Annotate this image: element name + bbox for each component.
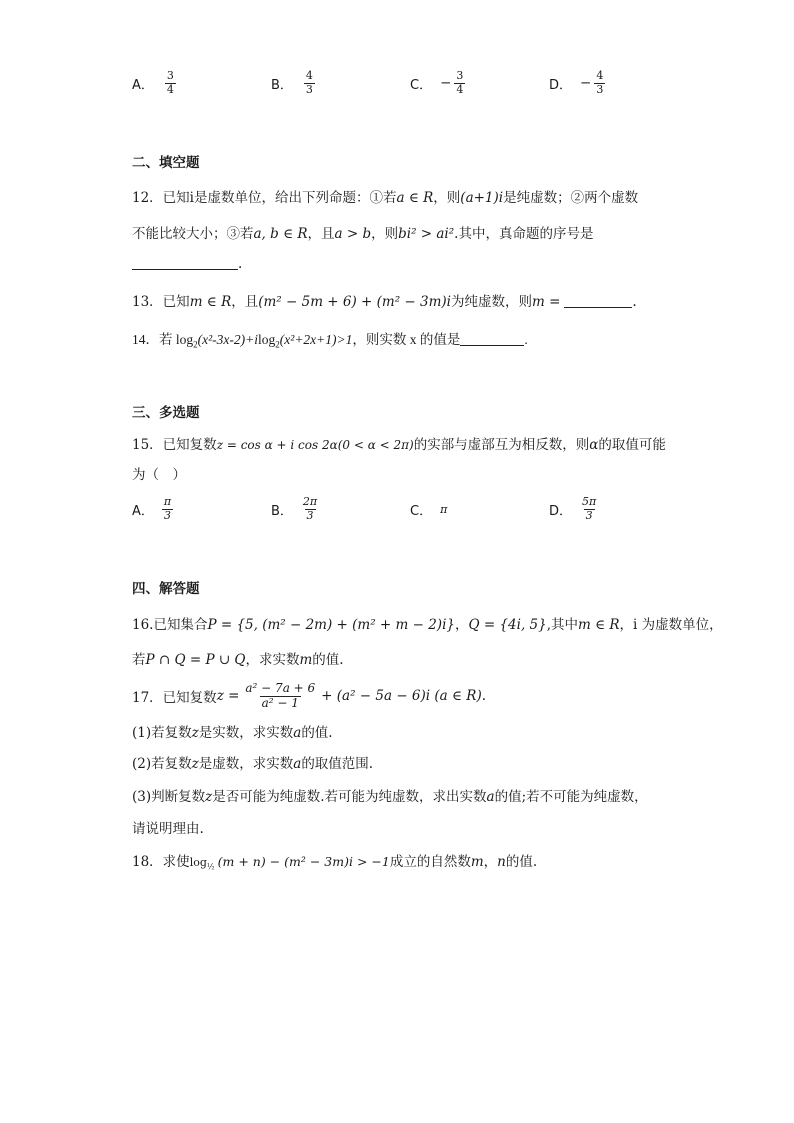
text: . [481,688,487,704]
q15-line-2 [132,463,186,483]
answer-blank[interactable] [132,257,238,270]
q11-option-c[interactable] [410,62,465,104]
option-text: π [440,502,448,516]
text: 成立的自然数 [389,854,471,870]
text: .其中，真命题的序号是 [454,226,594,242]
section-heading-free-response: 四、解答题 [132,581,200,597]
option-sign: − [440,75,452,91]
text: 的值. [301,725,333,741]
math: a ∈ R [396,190,434,206]
q14-line [132,328,528,350]
text: . [632,294,637,310]
math: z [205,789,213,805]
text: 的值. [505,854,538,870]
math: bi² > ai² [398,226,455,242]
text: 16.已知集合 [132,617,208,633]
q15-option-a[interactable] [132,488,173,530]
math: (m² − 5m + 6) + (m² − 3m)i [258,294,451,310]
option-sign: − [580,75,592,91]
text: 17．已知复数 [132,690,217,706]
math: (m + n) − (m² − 3m)i > −1 [217,854,390,869]
text: 为纯虚数，则 [451,294,532,310]
q12-line-2 [132,222,593,242]
q15-options [132,488,692,530]
math: m = [532,294,561,310]
option-label: C． [410,77,433,93]
option-fraction [594,70,605,95]
text: ， [454,617,469,633]
numerator: π [163,495,172,509]
q15-line-1 [132,433,666,453]
denominator: 4 [456,82,464,96]
text: 12．已知i是虚数单位，给出下列命题：①若 [132,190,397,206]
text: 是纯虚数；②两个虚数 [503,190,639,206]
math: (x²-3x-2)+i [197,332,259,347]
option-fraction [165,70,176,95]
math: a [293,756,302,772]
q15-option-b[interactable] [271,488,319,530]
text: 的值;若不可能为纯虚数， [494,789,648,805]
answer-blank[interactable] [460,333,524,346]
q17-sub-1 [132,721,333,741]
q17-sub-2 [132,752,373,772]
option-fraction [162,496,173,521]
option-label: A． [132,503,154,519]
text: log [258,332,276,347]
text: . [238,256,243,272]
text: 是实数，求实数 [198,725,294,741]
q12-answer-blank-line [132,256,242,272]
option-fraction [304,70,315,95]
q12-line-1 [132,186,638,206]
q17-line [132,676,486,716]
math: log [189,856,207,869]
numerator: 4 [305,69,313,83]
denominator: 4 [166,82,174,96]
q11-option-b[interactable] [271,62,315,104]
text: 为（ ） [132,467,186,483]
fraction [243,682,317,709]
text: 14．若 log [132,332,194,347]
math: α [589,437,599,453]
q15-option-c[interactable] [410,488,447,530]
text: 的取值范围. [301,756,374,772]
text: 15．已知复数 [132,437,217,453]
text: 是否可能为纯虚数.若可能为纯虚数，求出实数 [212,789,487,805]
math: z = cos α + i cos 2α(0 < α < 2π) [216,438,414,452]
denominator: 3 [596,82,604,96]
math: z = [216,688,240,704]
text: 不能比较大小；③若 [132,226,254,242]
q18-line [132,850,537,872]
math: z [191,725,199,741]
math: (a+1)i [460,190,504,206]
math: P ∩ Q = P ∪ Q [145,652,246,668]
option-label: A． [132,77,154,93]
option-label: D． [549,503,573,519]
math: z [191,756,199,772]
text: ，求实数 [245,652,300,668]
section-heading-fill-in: 二、填空题 [132,155,200,171]
math: P = {5, (m² − 2m) + (m² + m − 2)i} [207,617,455,633]
math: m ∈ R [578,617,620,633]
text: ,其中 [546,617,578,633]
text: ，则 [371,226,399,242]
section-heading-multiple-choice: 三、多选题 [132,405,200,421]
option-label: C． [410,503,433,519]
text: 18．求使 [132,854,190,870]
q17-sub-3-cont [132,817,204,837]
math: a [486,789,495,805]
denominator: 3 [585,508,593,522]
q17-sub-3 [132,785,648,805]
text: 是虚数，求实数 [198,756,294,772]
math: m [299,652,313,668]
math: m [470,854,484,870]
option-fraction [301,496,319,521]
option-label: B． [271,77,293,93]
subscript: ½ [206,862,215,872]
text: 的实部与虚部互为相反数，则 [413,437,590,453]
q11-option-d[interactable] [549,62,605,104]
math: (x²+2x+1)>1 [279,332,353,347]
text: 若 [132,652,146,668]
text: (3)判断复数 [132,789,206,805]
math: a, b ∈ R [253,226,308,242]
option-fraction [454,70,465,95]
numerator: 3 [456,69,464,83]
numerator: 4 [596,69,604,83]
text: ， [483,854,498,870]
numerator: 2π [302,495,318,509]
option-fraction [580,496,598,521]
denominator: 3 [164,508,172,522]
text: 的值. [312,652,344,668]
q16-line-2 [132,648,344,668]
option-label: D． [549,77,573,93]
numerator: 5π [582,495,597,509]
text: (2)若复数 [132,756,192,772]
text: 的取值可能 [598,437,666,453]
q11-option-a[interactable] [132,62,176,104]
denominator: 3 [305,82,313,96]
subscript: 2 [193,339,198,350]
text: (1)若复数 [132,725,192,741]
text: ，且 [307,226,335,242]
q11-options [132,62,692,104]
text: ，且 [231,294,259,310]
q16-line-1 [132,613,723,633]
text: ，则 [433,190,461,206]
math: n [497,854,506,870]
text: . [524,332,528,347]
math: Q = {4i, 5} [468,617,547,633]
subscript: 2 [275,339,280,350]
text: ，则实数 x 的值是 [352,332,461,347]
q15-option-d[interactable] [549,488,598,530]
math: + (a² − 5a − 6)i (a ∈ R) [321,688,482,704]
text: 13．已知 [132,294,190,310]
text: ，i 为虚数单位， [619,617,723,633]
math: a > b [334,226,372,242]
math: a [293,725,302,741]
denominator: a² − 1 [261,695,299,710]
answer-blank[interactable] [564,295,632,308]
numerator: a² − 7a + 6 [245,681,316,696]
numerator: 3 [166,69,174,83]
q13-line [132,290,637,310]
math: m ∈ R [189,294,232,310]
denominator: 3 [306,508,314,522]
text: 请说明理由. [132,821,204,837]
option-label: B． [271,503,293,519]
